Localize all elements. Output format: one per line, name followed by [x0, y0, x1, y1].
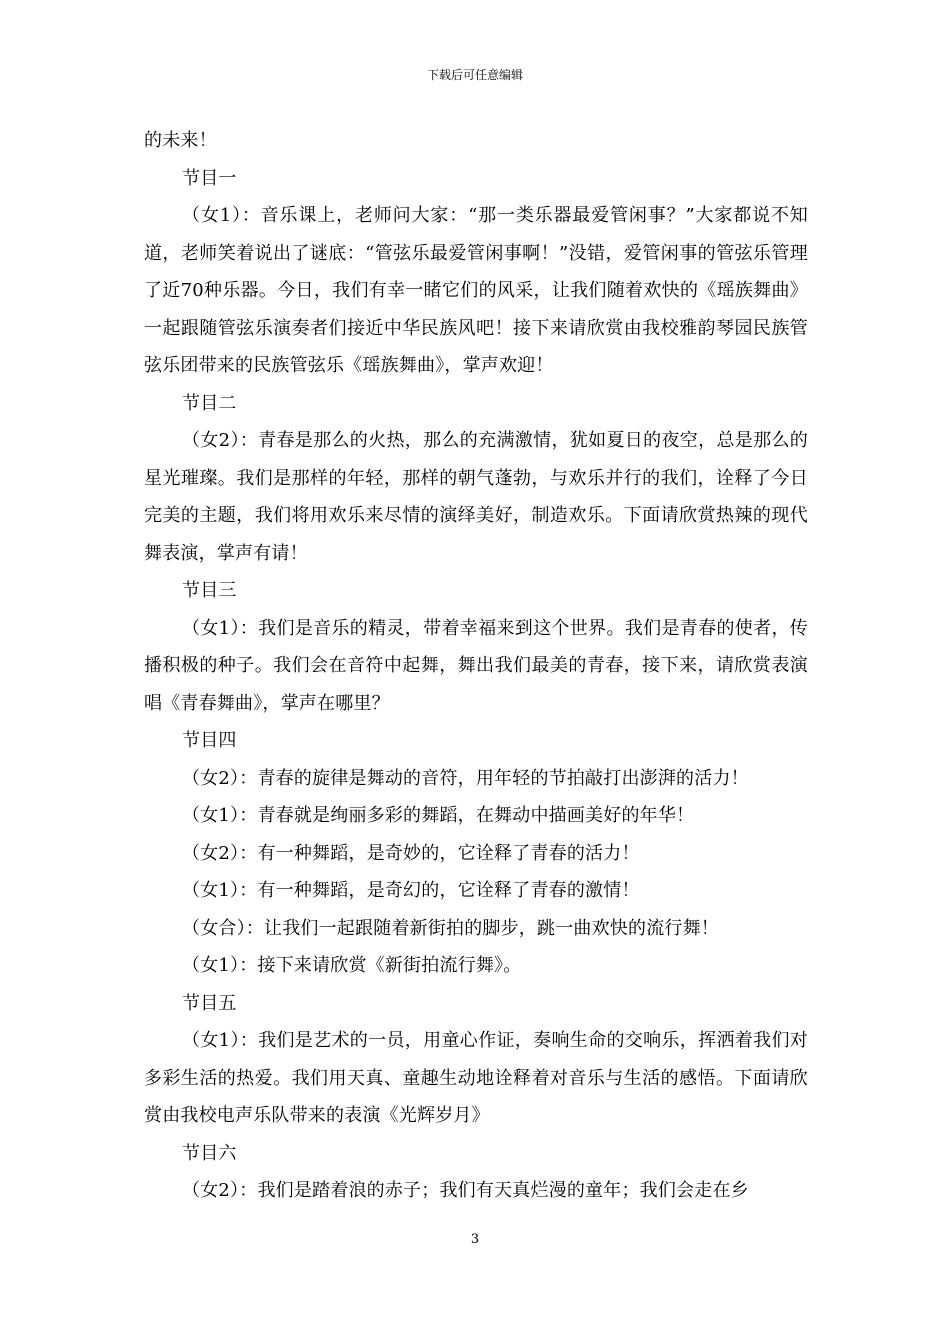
document-body — [144, 122, 808, 1210]
paragraph: （女1）：我们是音乐的精灵，带着幸福来到这个世界。我们是青春的使者，传播积极的种子。我们会在音符中起舞，舞出我们最美的青春，接下来，请欣赏表演唱《青春舞曲》，掌声在哪里？ — [144, 617, 808, 714]
section-heading: 节目一 — [182, 167, 237, 189]
paragraph: （女1）：音乐课上，老师问大家：“那一类乐器最爱管闲事？”大家都说不知道，老师笑着说出了谜底：“管弦乐最爱管闲事啊！”没错，爱管闲事的管弦乐管理了近70种乐器。今日，我们有幸一睹它们的风采，让我们随着欢快的《瑶族舞曲》一起跟随管弦乐演奏者们接近中华民族风吧！接下来请欣赏由我校雅韵琴园民族管弦乐团带来的民族管弦乐《瑶族舞曲》，掌声欢迎！ — [144, 205, 808, 376]
section-heading: 节目五 — [182, 992, 237, 1014]
paragraph: （女1）：青春就是绚丽多彩的舞蹈，在舞动中描画美好的年华！ — [182, 805, 695, 826]
paragraph: （女1）：接下来请欣赏《新街拍流行舞》。 — [182, 955, 522, 976]
paragraph: （女1）：有一种舞蹈，是奇幻的，它诠释了青春的激情！ — [182, 880, 640, 901]
section-heading: 节目二 — [182, 392, 237, 414]
section-heading: 节目三 — [182, 580, 237, 601]
section-heading: 节目六 — [182, 1142, 237, 1164]
paragraph: （女1）：我们是艺术的一员，用童心作证，奏响生命的交响乐，挥洒着我们对多彩生活的热爱。我们用天真、童趣生动地诠释着对音乐与生活的感悟。下面请欣赏由我校电声乐队带来的表演《光辉岁月》 — [144, 1030, 808, 1126]
paragraph: （女合）：让我们一起跟随着新街拍的脚步，跳一曲欢快的流行舞！ — [182, 917, 719, 939]
paragraph-continuation: 的未来！ — [144, 130, 217, 151]
paragraph: （女2）：我们是踏着浪的赤子；我们有天真烂漫的童年；我们会走在乡 — [182, 1180, 749, 1201]
page-number: 3 — [470, 1232, 480, 1247]
page-header: 下载后可任意编辑 — [426, 68, 523, 82]
section-heading: 节目四 — [182, 730, 237, 751]
paragraph: （女2）：青春的旋律是舞动的音符，用年轻的节拍敲打出澎湃的活力！ — [182, 767, 749, 789]
paragraph: （女2）：有一种舞蹈，是奇妙的，它诠释了青春的活力！ — [182, 842, 640, 864]
paragraph: （女2）：青春是那么的火热，那么的充满激情，犹如夏日的夜空，总是那么的星光璀璨。我们是那样的年轻，那样的朝气蓬勃，与欢乐并行的我们，诠释了今日完美的主题，我们将用欢乐来尽情的演绎美好，制造欢乐。下面请欣赏热辣的现代舞表演，掌声有请！ — [144, 430, 808, 564]
